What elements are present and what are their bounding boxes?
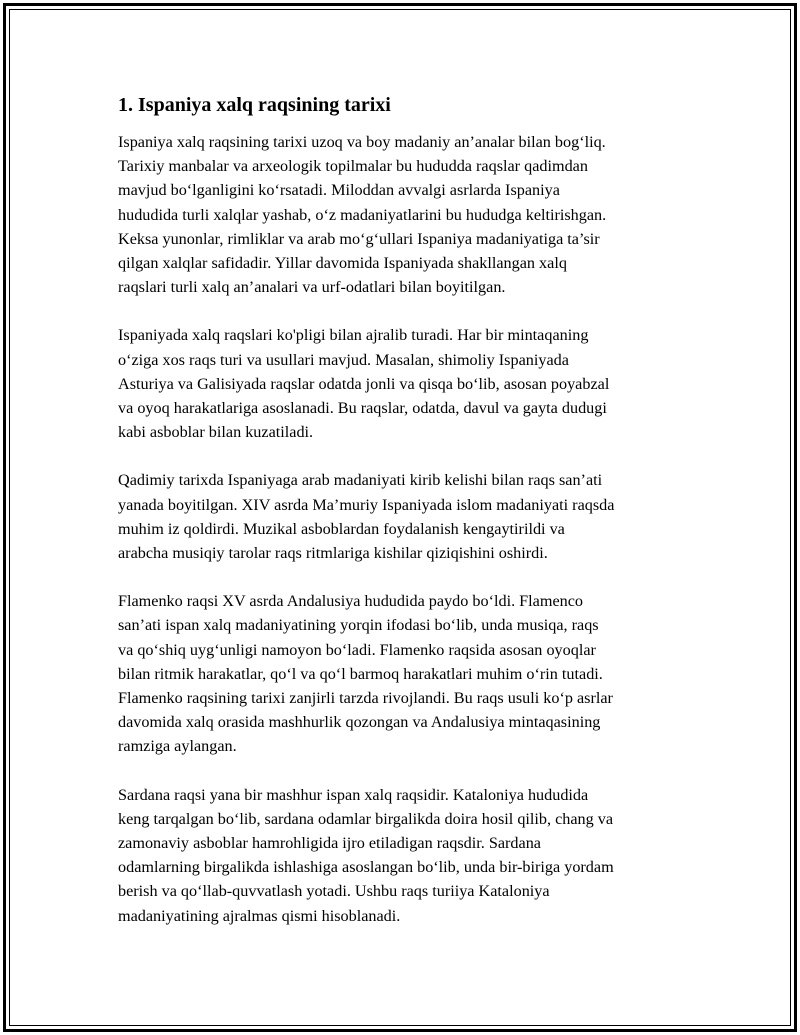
- text-line: arabcha musiqiy tarolar raqs ritmlariga kishilar qiziqishini oshirdi.: [118, 544, 548, 563]
- paragraph-sardana: [118, 783, 693, 928]
- text-line: hududida turli xalqlar yashab, o‘z madaniyatlarini bu hududga keltirishgan.: [118, 205, 607, 224]
- text-line: Flamenko raqsi XV asrda Andalusiya hududida paydo bo‘ldi. Flamenco: [118, 592, 584, 611]
- text-line: Qadimiy tarixda Ispaniyaga arab madaniyati kirib kelishi bilan raqs san’ati: [118, 471, 603, 490]
- text-line: Tarixiy manbalar va arxeologik topilmalar bu hududda raqslar qadimdan: [118, 157, 588, 176]
- text-line: qilgan xalqlar safidadir. Yillar davomida Ispaniyada shakllangan xalq: [118, 254, 567, 273]
- text-line: berish va qo‘llab-quvvatlash yotadi. Ushbu raqs turiiya Kataloniya: [118, 882, 550, 901]
- text-line: Sardana raqsi yana bir mashhur ispan xalq raqsidir. Kataloniya hududida: [118, 785, 589, 804]
- text-line: san’ati ispan xalq madaniyatining yorqin ifodasi bo‘lib, unda musiqa, raqs: [118, 616, 599, 635]
- paragraph-flamenco: [118, 589, 693, 758]
- text-line: odamlarning birgalikda ishlashiga asoslangan bo‘lib, unda bir-biriga yordam: [118, 858, 614, 877]
- text-line: keng tarqalgan bo‘lib, sardana odamlar birgalikda doira hosil qilib, chang va: [118, 809, 614, 828]
- text-line: mavjud bo‘lganligini ko‘rsatadi. Miloddan avvalgi asrlarda Ispaniya: [118, 181, 560, 200]
- text-line: muhim iz qoldirdi. Muzikal asboblardan foydalanish kengaytirildi va: [118, 519, 565, 538]
- text-line: o‘ziga xos raqs turi va usullari mavjud. Masalan, shimoliy Ispaniyada: [118, 350, 569, 369]
- text-line: ramziga aylangan.: [118, 737, 237, 756]
- text-line: yanada boyitilgan. XIV asrda Ma’muriy Ispaniyada islom madaniyati raqsda: [118, 495, 615, 514]
- section-heading: 1. Ispaniya xalq raqsining tarixi: [118, 94, 391, 116]
- paragraph-regional-dances: [118, 323, 693, 444]
- text-line: davomida xalq orasida mashhurlik qozongan va Andalusiya mintaqasining: [118, 713, 601, 732]
- text-line: bilan ritmik harakatlar, qo‘l va qo‘l barmoq harakatlari muhim o‘rin tutadi.: [118, 664, 603, 683]
- document-body: [118, 92, 693, 952]
- text-line: Asturiya va Galisiyada raqslar odatda jonli va qisqa bo‘lib, asosan poyabzal: [118, 374, 610, 393]
- text-line: Keksa yunonlar, rimliklar va arab mo‘g‘ullari Ispaniya madaniyatiga ta’sir: [118, 229, 600, 248]
- text-line: Flamenko raqsining tarixi zanjirli tarzda rivojlandi. Bu raqs usuli ko‘p asrlar: [118, 689, 613, 708]
- paragraph-arab-influence: [118, 468, 693, 565]
- text-line: Ispaniya xalq raqsining tarixi uzoq va boy madaniy an’analar bilan bog‘liq.: [118, 133, 606, 151]
- text-line: zamonaviy asboblar hamrohligida ijro etiladigan raqsdir. Sardana: [118, 834, 541, 853]
- text-line: va oyoq harakatlariga asoslanadi. Bu raqslar, odatda, davul va gayta dudugi: [118, 399, 607, 418]
- text-line: madaniyatining ajralmas qismi hisoblanadi.: [118, 906, 401, 925]
- text-line: raqslari turli xalq an’analari va urf-odatlari bilan boyitilgan.: [118, 278, 506, 297]
- text-line: Ispaniyada xalq raqslari ko'pligi bilan ajralib turadi. Har bir mintaqaning: [118, 326, 589, 345]
- text-line: kabi asboblar bilan kuzatiladi.: [118, 423, 314, 442]
- paragraph-history: [118, 130, 693, 299]
- text-line: va qo‘shiq uyg‘unligi namoyon bo‘ladi. Flamenko raqsida asosan oyoqlar: [118, 640, 596, 659]
